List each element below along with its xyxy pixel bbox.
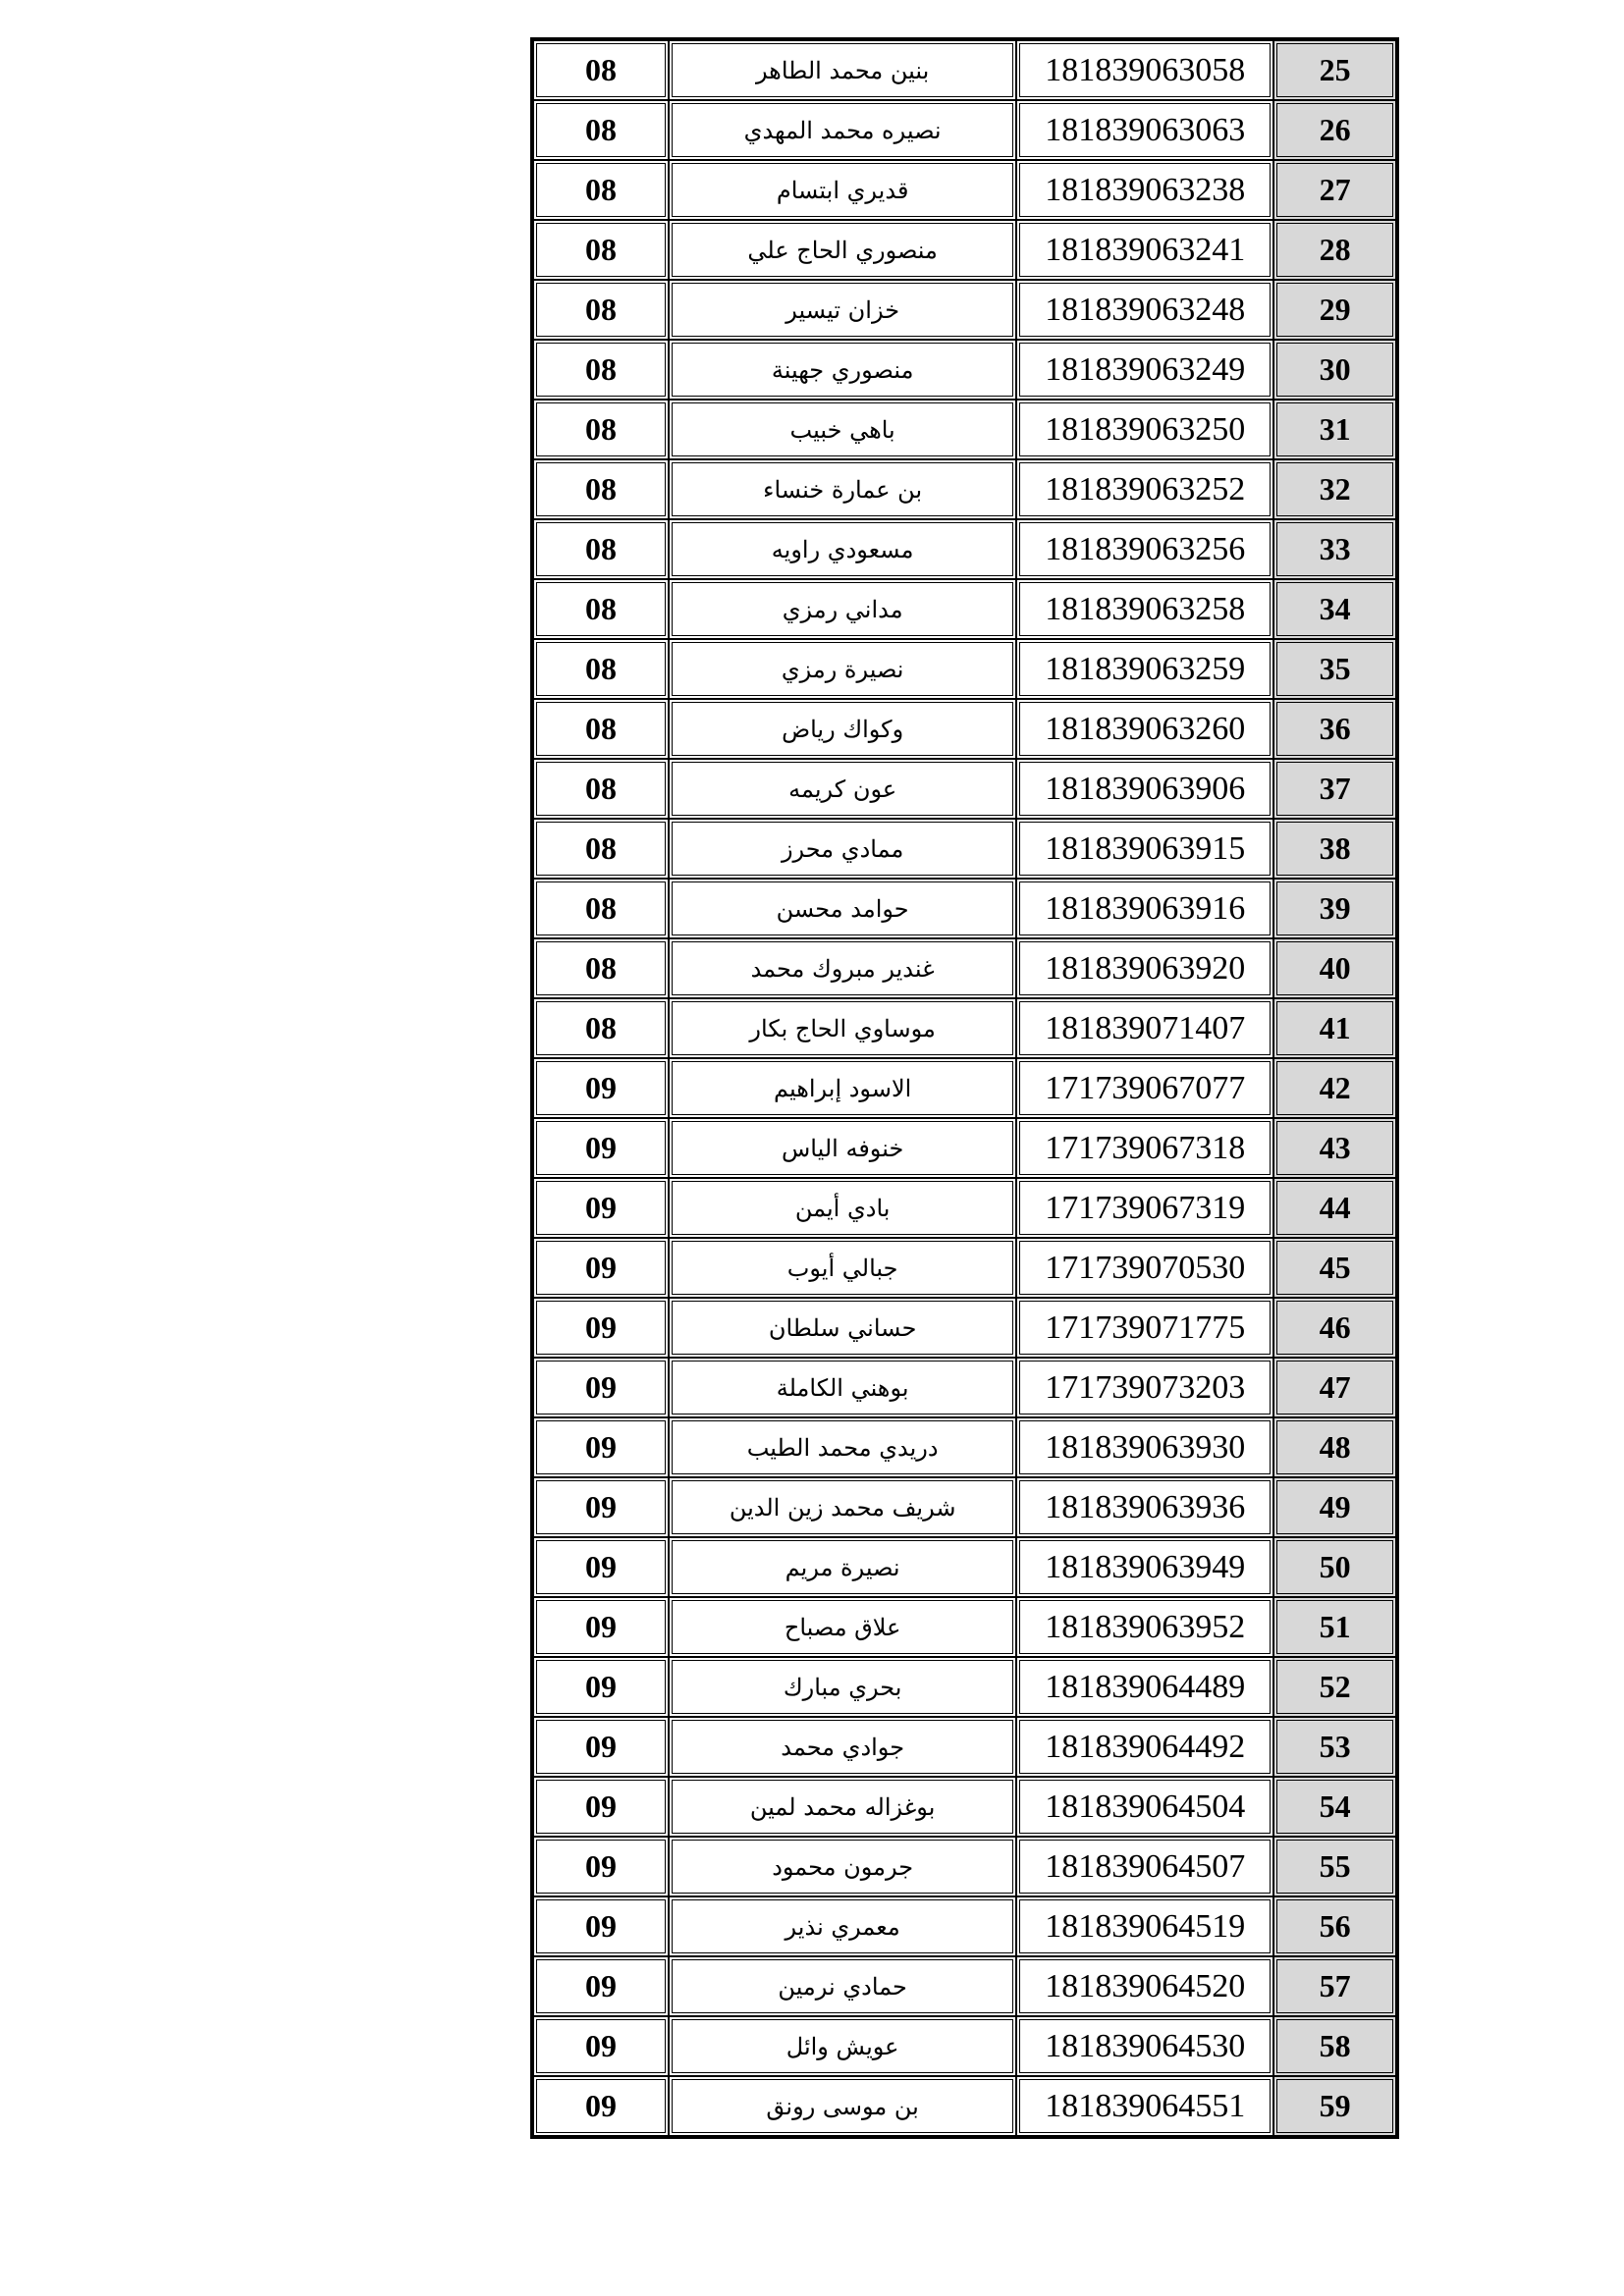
grade-cell: 08: [533, 699, 669, 759]
grade-cell: 08: [533, 579, 669, 639]
grade-cell: 08: [533, 938, 669, 998]
table-row: [533, 100, 1396, 160]
registration-number-cell: 171739070530: [1016, 1238, 1273, 1298]
grade-cell: 09: [533, 1717, 669, 1777]
registration-number-cell: 171739067318: [1016, 1118, 1273, 1178]
table-row: [533, 938, 1396, 998]
name-cell: وكواك رياض: [669, 699, 1016, 759]
name-cell: موساوي الحاج بكار: [669, 998, 1016, 1058]
row-number-cell: 43: [1273, 1118, 1396, 1178]
registration-number-cell: 171739073203: [1016, 1358, 1273, 1417]
row-number-cell: 48: [1273, 1417, 1396, 1477]
registration-number-cell: 181839064507: [1016, 1837, 1273, 1896]
name-cell: نصيرة رمزي: [669, 639, 1016, 699]
grade-cell: 08: [533, 100, 669, 160]
registration-number-cell: 181839063250: [1016, 400, 1273, 459]
table-row: [533, 280, 1396, 340]
table-row: [533, 1956, 1396, 2016]
registration-number-cell: 181839063249: [1016, 340, 1273, 400]
table-row: [533, 1837, 1396, 1896]
grade-cell: 09: [533, 1118, 669, 1178]
registration-number-cell: 171739067077: [1016, 1058, 1273, 1118]
registration-number-cell: 181839063920: [1016, 938, 1273, 998]
registration-number-cell: 181839063258: [1016, 579, 1273, 639]
registration-number-cell: 181839063248: [1016, 280, 1273, 340]
name-cell: غندير مبروك محمد: [669, 938, 1016, 998]
grade-cell: 09: [533, 1777, 669, 1837]
registration-number-cell: 181839063930: [1016, 1417, 1273, 1477]
row-number-cell: 39: [1273, 879, 1396, 938]
row-number-cell: 53: [1273, 1717, 1396, 1777]
name-cell: بن عمارة خنساء: [669, 459, 1016, 519]
row-number-cell: 29: [1273, 280, 1396, 340]
name-cell: شريف محمد زين الدين: [669, 1477, 1016, 1537]
grade-cell: 09: [533, 1956, 669, 2016]
name-cell: حمادي نرمين: [669, 1956, 1016, 2016]
registration-number-cell: 181839063936: [1016, 1477, 1273, 1537]
table-row: [533, 1477, 1396, 1537]
registration-number-cell: 181839064492: [1016, 1717, 1273, 1777]
registration-number-cell: 181839063906: [1016, 759, 1273, 819]
name-cell: عون كريمه: [669, 759, 1016, 819]
name-cell: جوادي محمد: [669, 1717, 1016, 1777]
table-row: [533, 1058, 1396, 1118]
registration-number-cell: 181839064519: [1016, 1896, 1273, 1956]
row-number-cell: 38: [1273, 819, 1396, 879]
name-cell: خنوفه الياس: [669, 1118, 1016, 1178]
grade-cell: 08: [533, 819, 669, 879]
row-number-cell: 31: [1273, 400, 1396, 459]
grade-cell: 09: [533, 1837, 669, 1896]
grade-cell: 08: [533, 759, 669, 819]
name-cell: قديري ابتسام: [669, 160, 1016, 220]
table-row: [533, 1358, 1396, 1417]
row-number-cell: 40: [1273, 938, 1396, 998]
row-number-cell: 46: [1273, 1298, 1396, 1358]
row-number-cell: 54: [1273, 1777, 1396, 1837]
table-row: [533, 759, 1396, 819]
grade-cell: 09: [533, 1417, 669, 1477]
row-number-cell: 30: [1273, 340, 1396, 400]
row-number-cell: 34: [1273, 579, 1396, 639]
name-cell: مسعودي راويه: [669, 519, 1016, 579]
row-number-cell: 25: [1273, 40, 1396, 100]
table-row: [533, 1896, 1396, 1956]
student-roster-table: [530, 37, 1399, 2139]
name-cell: بنين محمد الطاهر: [669, 40, 1016, 100]
registration-number-cell: 181839064520: [1016, 1956, 1273, 2016]
registration-number-cell: 181839071407: [1016, 998, 1273, 1058]
name-cell: علاق مصباح: [669, 1597, 1016, 1657]
table-row: [533, 1717, 1396, 1777]
row-number-cell: 28: [1273, 220, 1396, 280]
name-cell: نصيره محمد المهدي: [669, 100, 1016, 160]
name-cell: الاسود إبراهيم: [669, 1058, 1016, 1118]
row-number-cell: 49: [1273, 1477, 1396, 1537]
registration-number-cell: 181839063260: [1016, 699, 1273, 759]
table-row: [533, 400, 1396, 459]
grade-cell: 09: [533, 1178, 669, 1238]
registration-number-cell: 181839063238: [1016, 160, 1273, 220]
name-cell: معمري نذير: [669, 1896, 1016, 1956]
registration-number-cell: 171739071775: [1016, 1298, 1273, 1358]
table-row: [533, 639, 1396, 699]
table-row: [533, 1238, 1396, 1298]
name-cell: مداني رمزي: [669, 579, 1016, 639]
grade-cell: 08: [533, 879, 669, 938]
row-number-cell: 37: [1273, 759, 1396, 819]
row-number-cell: 45: [1273, 1238, 1396, 1298]
row-number-cell: 32: [1273, 459, 1396, 519]
row-number-cell: 51: [1273, 1597, 1396, 1657]
grade-cell: 08: [533, 340, 669, 400]
name-cell: بحري مبارك: [669, 1657, 1016, 1717]
name-cell: خزان تيسير: [669, 280, 1016, 340]
row-number-cell: 33: [1273, 519, 1396, 579]
grade-cell: 09: [533, 1477, 669, 1537]
row-number-cell: 44: [1273, 1178, 1396, 1238]
name-cell: دريدي محمد الطيب: [669, 1417, 1016, 1477]
row-number-cell: 55: [1273, 1837, 1396, 1896]
registration-number-cell: 181839063058: [1016, 40, 1273, 100]
registration-number-cell: 181839064530: [1016, 2016, 1273, 2076]
name-cell: باهي خبيب: [669, 400, 1016, 459]
row-number-cell: 47: [1273, 1358, 1396, 1417]
table-row: [533, 1178, 1396, 1238]
table-row: [533, 1777, 1396, 1837]
grade-cell: 08: [533, 280, 669, 340]
row-number-cell: 52: [1273, 1657, 1396, 1717]
registration-number-cell: 181839063952: [1016, 1597, 1273, 1657]
registration-number-cell: 181839063949: [1016, 1537, 1273, 1597]
table-row: [533, 1298, 1396, 1358]
registration-number-cell: 181839063916: [1016, 879, 1273, 938]
grade-cell: 08: [533, 400, 669, 459]
table-row: [533, 2016, 1396, 2076]
table-row: [533, 340, 1396, 400]
grade-cell: 09: [533, 2076, 669, 2136]
table-row: [533, 220, 1396, 280]
grade-cell: 08: [533, 998, 669, 1058]
row-number-cell: 27: [1273, 160, 1396, 220]
table-row: [533, 459, 1396, 519]
registration-number-cell: 181839063915: [1016, 819, 1273, 879]
name-cell: جبالي أيوب: [669, 1238, 1016, 1298]
table-row: [533, 1537, 1396, 1597]
row-number-cell: 41: [1273, 998, 1396, 1058]
grade-cell: 08: [533, 459, 669, 519]
grade-cell: 08: [533, 639, 669, 699]
registration-number-cell: 181839063063: [1016, 100, 1273, 160]
grade-cell: 09: [533, 1896, 669, 1956]
row-number-cell: 58: [1273, 2016, 1396, 2076]
row-number-cell: 36: [1273, 699, 1396, 759]
table-row: [533, 519, 1396, 579]
registration-number-cell: 181839063252: [1016, 459, 1273, 519]
name-cell: عويش وائل: [669, 2016, 1016, 2076]
grade-cell: 09: [533, 1238, 669, 1298]
row-number-cell: 59: [1273, 2076, 1396, 2136]
row-number-cell: 56: [1273, 1896, 1396, 1956]
grade-cell: 09: [533, 1657, 669, 1717]
registration-number-cell: 181839064504: [1016, 1777, 1273, 1837]
name-cell: حساني سلطان: [669, 1298, 1016, 1358]
name-cell: بوغزاله محمد لمين: [669, 1777, 1016, 1837]
table-row: [533, 1417, 1396, 1477]
table-row: [533, 998, 1396, 1058]
table-row: [533, 819, 1396, 879]
row-number-cell: 35: [1273, 639, 1396, 699]
grade-cell: 08: [533, 220, 669, 280]
name-cell: بن موسى رونق: [669, 2076, 1016, 2136]
grade-cell: 09: [533, 1597, 669, 1657]
grade-cell: 09: [533, 2016, 669, 2076]
name-cell: منصوري الحاج علي: [669, 220, 1016, 280]
name-cell: بادي أيمن: [669, 1178, 1016, 1238]
grade-cell: 09: [533, 1058, 669, 1118]
row-number-cell: 42: [1273, 1058, 1396, 1118]
registration-number-cell: 171739067319: [1016, 1178, 1273, 1238]
name-cell: نصيرة مريم: [669, 1537, 1016, 1597]
grade-cell: 08: [533, 160, 669, 220]
name-cell: حوامد محسن: [669, 879, 1016, 938]
table-row: [533, 1657, 1396, 1717]
registration-number-cell: 181839064489: [1016, 1657, 1273, 1717]
table-row: [533, 1597, 1396, 1657]
row-number-cell: 50: [1273, 1537, 1396, 1597]
table-row: [533, 579, 1396, 639]
grade-cell: 09: [533, 1358, 669, 1417]
name-cell: بوهني الكاملة: [669, 1358, 1016, 1417]
table-row: [533, 699, 1396, 759]
grade-cell: 09: [533, 1537, 669, 1597]
table-row: [533, 2076, 1396, 2136]
table-row: [533, 160, 1396, 220]
roster-body: [533, 40, 1396, 2136]
registration-number-cell: 181839063256: [1016, 519, 1273, 579]
name-cell: ممادي محرز: [669, 819, 1016, 879]
grade-cell: 09: [533, 1298, 669, 1358]
registration-number-cell: 181839063241: [1016, 220, 1273, 280]
registration-number-cell: 181839064551: [1016, 2076, 1273, 2136]
table-row: [533, 879, 1396, 938]
table-row: [533, 1118, 1396, 1178]
name-cell: جرمون محمود: [669, 1837, 1016, 1896]
grade-cell: 08: [533, 519, 669, 579]
registration-number-cell: 181839063259: [1016, 639, 1273, 699]
row-number-cell: 57: [1273, 1956, 1396, 2016]
name-cell: منصوري جهينة: [669, 340, 1016, 400]
table-row: [533, 40, 1396, 100]
row-number-cell: 26: [1273, 100, 1396, 160]
grade-cell: 08: [533, 40, 669, 100]
